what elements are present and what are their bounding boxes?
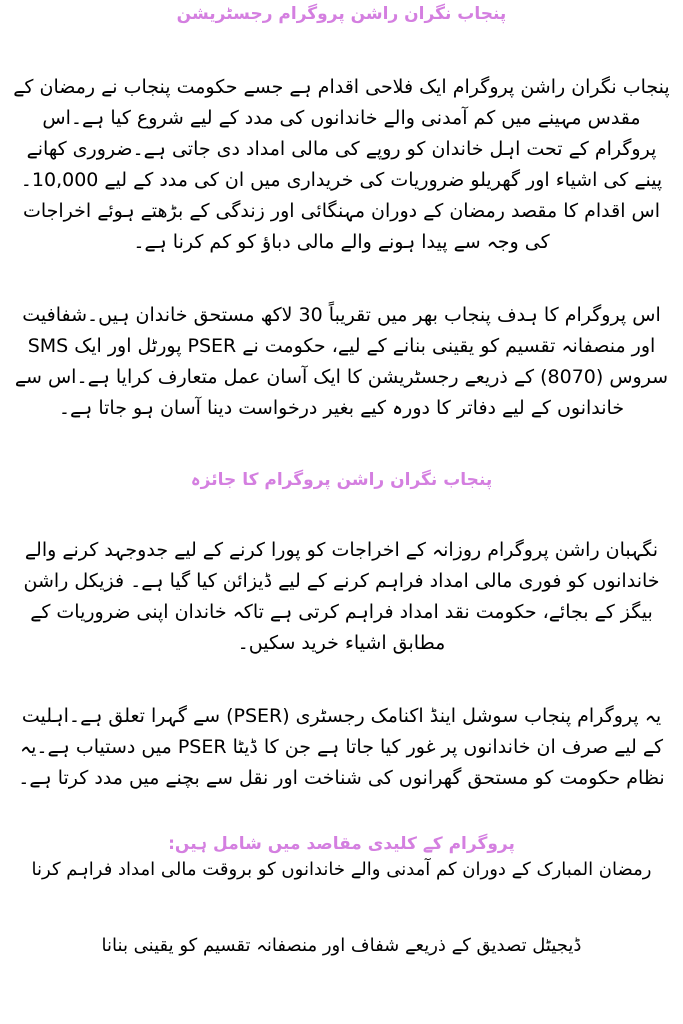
paragraph-pser: یہ پروگرام پنجاب سوشل اینڈ اکنامک رجسٹری (PSER) سے گہرا تعلق ہے۔اہلیت کے لیے صرف ان خاندانوں پر غور کیا جاتا ہے جن کا ڈیٹا PSER میں دستیاب ہے۔یہ نظام حکومت کو مستحق گھرانوں کی شناخت اور نقل سے بچنے میں مدد کرتا ہے۔ [18,705,665,789]
paragraph-overview: نگہبان راشن پروگرام روزانہ کے اخراجات کو پورا کرنے کے لیے جدوجہد کرنے والے خاندانوں کو فوری مالی امداد فراہم کرنے کے لیے ڈیزائن کیا گیا ہے۔ فزیکل راشن بیگز کے بجائے، حکومت نقد امداد فراہم کرتی ہے تاکہ خاندان اپنی ضروریات کے مطابق اشیاء خرید سکیں۔ [23,539,660,654]
paragraph-intro: پنجاب نگران راشن پروگرام ایک فلاحی اقدام ہے جسے حکومت پنجاب نے رمضان کے مقدس مہینے میں کم آمدنی والے خاندانوں کی مدد کے لیے شروع کیا ہے۔اس پروگرام کے تحت اہل خاندان کو روپے کی مالی امداد دی جاتی ہے۔ضروری کھانے پینے کی اشیاء اور گھریلو ضروریات کی خریداری میں ان کی مدد کے لیے 10,000۔اس اقدام کا مقصد رمضان کے دوران مہنگائی اور زندگی کے بڑھتے ہوئے اخراجات کی وجہ سے پیدا ہونے والے مالی دباؤ کو کم کرنا ہے۔ [13,76,670,253]
paragraph-target: اس پروگرام کا ہدف پنجاب بھر میں تقریباً 30 لاکھ مستحق خاندان ہیں۔شفافیت اور منصفانہ تقسیم کو یقینی بنانے کے لیے، حکومت نے PSER پورٹل اور ایک SMS سروس (8070) کے ذریعے رجسٹریشن کا ایک آسان عمل متعارف کرایا ہے۔اس سے خاندانوں کے لیے دفاتر کا دورہ کیے بغیر درخواست دینا آسان ہو جاتا ہے۔ [14,304,669,419]
objective-item: ڈیجیٹل تصدیق کے ذریعے شفاف اور منصفانہ تقسیم کو یقینی بنانا [101,935,582,956]
heading-registration: پنجاب نگران راشن پروگرام رجسٹریشن [176,4,507,24]
heading-objectives: پروگرام کے کلیدی مقاصد میں شامل ہیں: [168,834,515,854]
objective-item: رمضان المبارک کے دوران کم آمدنی والے خاندانوں کو بروقت مالی امداد فراہم کرنا [31,859,652,880]
heading-overview: پنجاب نگران راشن پروگرام کا جائزہ [190,470,493,490]
